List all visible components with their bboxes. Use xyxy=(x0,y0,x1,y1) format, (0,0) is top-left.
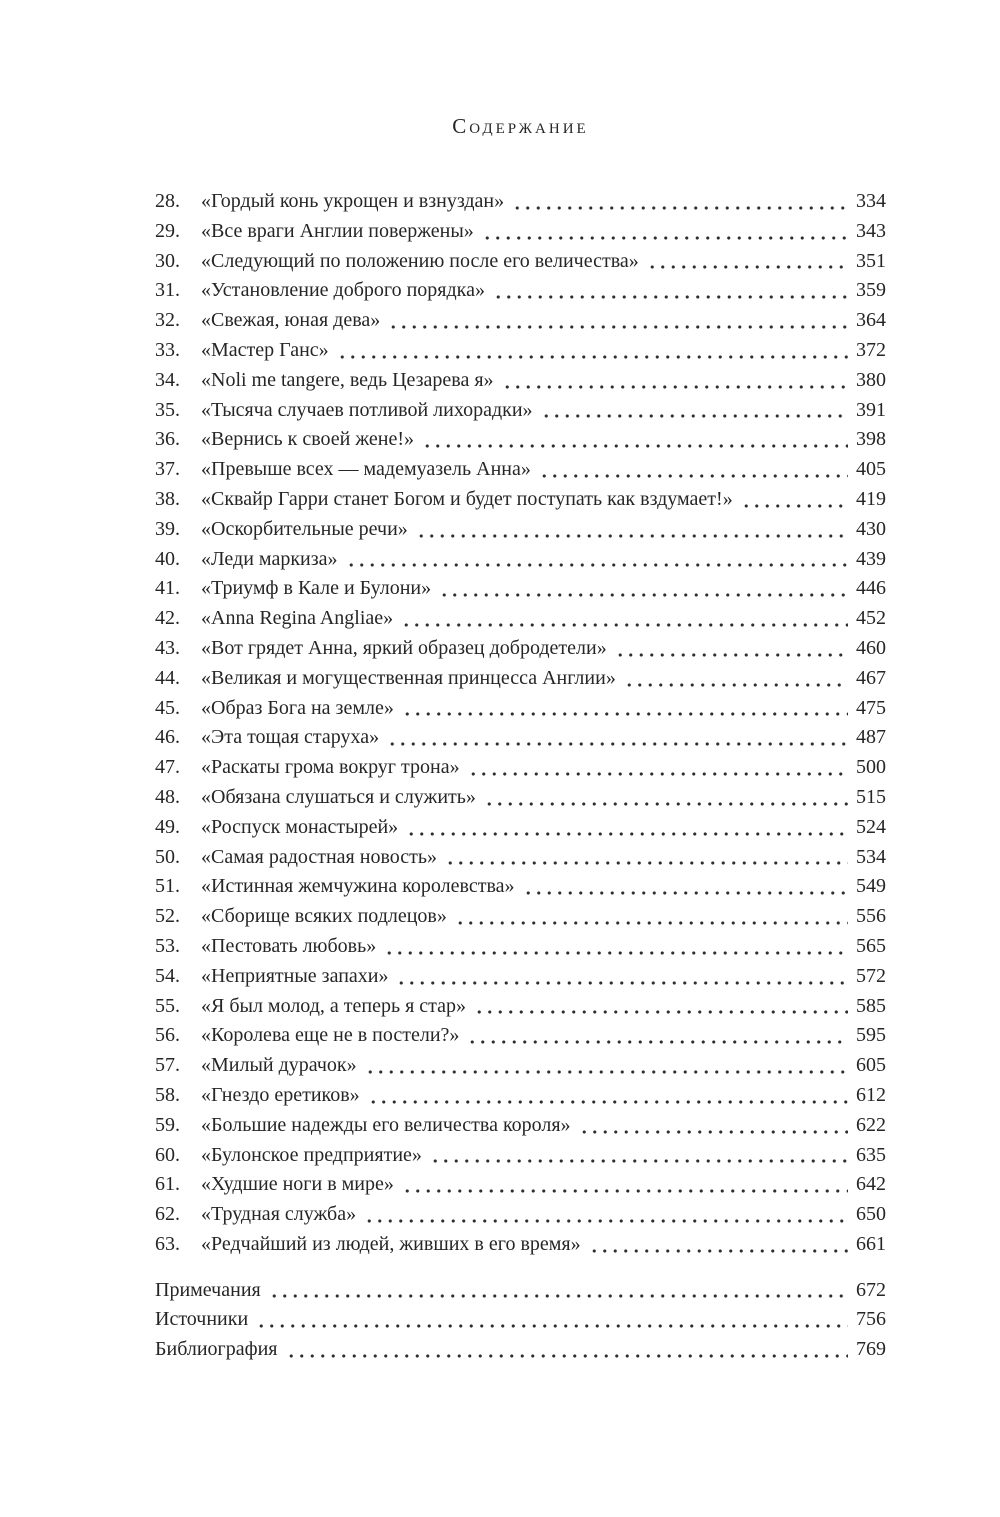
chapter-title: «Трудная служба» xyxy=(201,1203,357,1226)
chapter-number: 63. xyxy=(155,1232,180,1255)
dot-leader xyxy=(402,1170,848,1200)
dot-leader xyxy=(269,1276,848,1306)
toc-entry xyxy=(155,485,886,515)
chapter-title: «Я был молод, а теперь я стар» xyxy=(201,994,467,1017)
chapter-number: 61. xyxy=(155,1173,180,1196)
chapter-number: 40. xyxy=(155,547,180,570)
chapter-number: 31. xyxy=(155,279,180,302)
page-number: 364 xyxy=(856,309,886,332)
dot-leader xyxy=(445,843,848,873)
toc-entry xyxy=(155,783,886,813)
page-number: 460 xyxy=(856,636,886,659)
chapter-title: «Мастер Ганс» xyxy=(201,338,329,361)
chapter-number: 30. xyxy=(155,249,180,272)
chapter-title: «Королева еще не в постели?» xyxy=(201,1024,460,1047)
toc-backmatter-list xyxy=(155,1276,886,1365)
page-number: 430 xyxy=(856,517,886,540)
chapter-title: «Сборище всяких подлецов» xyxy=(201,905,447,928)
chapter-number: 50. xyxy=(155,845,180,868)
chapter-number: 53. xyxy=(155,934,180,957)
dot-leader xyxy=(401,604,848,634)
chapter-title: Библиография xyxy=(155,1338,278,1361)
toc-entry xyxy=(155,276,886,306)
page-number: 672 xyxy=(856,1278,886,1301)
chapter-number: 32. xyxy=(155,309,180,332)
dot-leader xyxy=(365,1051,848,1081)
dot-leader xyxy=(416,515,848,545)
chapter-number: 62. xyxy=(155,1203,180,1226)
chapter-number: 42. xyxy=(155,607,180,630)
toc-entry xyxy=(155,1305,886,1335)
page-number: 391 xyxy=(856,398,886,421)
dot-leader xyxy=(406,813,848,843)
dot-leader xyxy=(541,396,848,426)
page-number: 439 xyxy=(856,547,886,570)
toc-entry xyxy=(155,1335,886,1365)
chapter-title: «Редчайший из людей, живших в его время» xyxy=(201,1232,581,1255)
chapter-number: 57. xyxy=(155,1054,180,1077)
chapter-title: «Раскаты грома вокруг трона» xyxy=(201,756,460,779)
chapter-number: 48. xyxy=(155,785,180,808)
toc-entry xyxy=(155,574,886,604)
chapter-title: Примечания xyxy=(155,1278,261,1301)
page-number: 467 xyxy=(856,666,886,689)
dot-leader xyxy=(647,247,848,277)
page-number: 405 xyxy=(856,458,886,481)
page-number: 334 xyxy=(856,190,886,212)
chapter-title: «Гордый конь укрощен и взнуздан» xyxy=(201,190,505,212)
chapter-title: «Неприятные запахи» xyxy=(201,964,389,987)
chapter-number: 39. xyxy=(155,517,180,540)
toc-entry xyxy=(155,515,886,545)
chapter-number: 29. xyxy=(155,219,180,242)
toc-entry xyxy=(155,396,886,426)
page-number: 605 xyxy=(856,1054,886,1077)
page-number: 500 xyxy=(856,756,886,779)
chapter-number: 37. xyxy=(155,458,180,481)
toc-entry xyxy=(155,992,886,1022)
chapter-number: 59. xyxy=(155,1113,180,1136)
chapter-number: 51. xyxy=(155,875,180,898)
dot-leader xyxy=(468,753,848,783)
page-number: 572 xyxy=(856,964,886,987)
chapter-title: «Anna Regina Angliae» xyxy=(201,607,394,630)
dot-leader xyxy=(337,336,848,366)
toc-entry xyxy=(155,664,886,694)
chapter-title: «Свежая, юная дева» xyxy=(201,309,381,332)
chapter-title: «Образ Бога на земле» xyxy=(201,696,394,719)
page-number: 515 xyxy=(856,785,886,808)
page-number: 650 xyxy=(856,1203,886,1226)
chapter-title: «Истинная жемчужина королевства» xyxy=(201,875,515,898)
chapter-title: «Пестовать любовь» xyxy=(201,934,377,957)
chapter-number: 38. xyxy=(155,487,180,510)
chapter-title: «Оскорбительные речи» xyxy=(201,517,408,540)
dot-leader xyxy=(512,187,848,217)
toc-entry xyxy=(155,813,886,843)
chapter-title: Источники xyxy=(155,1308,249,1331)
dot-leader xyxy=(624,664,848,694)
page-number: 524 xyxy=(856,815,886,838)
dot-leader xyxy=(364,1200,848,1230)
page-number: 487 xyxy=(856,726,886,749)
dot-leader xyxy=(402,694,848,724)
chapter-number: 52. xyxy=(155,905,180,928)
page-number: 556 xyxy=(856,905,886,928)
page-number: 380 xyxy=(856,368,886,391)
page-number: 661 xyxy=(856,1232,886,1255)
page-number: 452 xyxy=(856,607,886,630)
chapter-title: «Большие надежды его величества короля» xyxy=(201,1113,571,1136)
toc-entry xyxy=(155,902,886,932)
chapter-title: «Булонское предприятие» xyxy=(201,1143,422,1166)
dot-leader xyxy=(455,902,848,932)
chapter-number: 49. xyxy=(155,815,180,838)
dot-leader xyxy=(502,366,848,396)
dot-leader xyxy=(439,574,848,604)
toc-entry xyxy=(155,366,886,396)
chapter-title: «Худшие ноги в мире» xyxy=(201,1173,394,1196)
toc-entry xyxy=(155,425,886,455)
chapter-title: «Эта тощая старуха» xyxy=(201,726,380,749)
chapter-number: 60. xyxy=(155,1143,180,1166)
page-number: 359 xyxy=(856,279,886,302)
chapter-number: 36. xyxy=(155,428,180,451)
chapter-number: 41. xyxy=(155,577,180,600)
toc-entry xyxy=(155,1021,886,1051)
page-number: 351 xyxy=(856,249,886,272)
dot-leader xyxy=(388,306,848,336)
dot-leader xyxy=(615,634,848,664)
chapter-number: 54. xyxy=(155,964,180,987)
chapter-title: «Тысяча случаев потливой лихорадки» xyxy=(201,398,533,421)
chapter-title: «Сквайр Гарри станет Богом и будет поступать как вздумает!» xyxy=(201,487,733,510)
toc-entry xyxy=(155,872,886,902)
chapter-number: 44. xyxy=(155,666,180,689)
chapter-number: 56. xyxy=(155,1024,180,1047)
dot-leader xyxy=(387,723,848,753)
toc-entry xyxy=(155,723,886,753)
chapter-title: «Роспуск монастырей» xyxy=(201,815,399,838)
chapter-title: «Noli me tangere, ведь Цезарева я» xyxy=(201,368,494,391)
toc-entry xyxy=(155,247,886,277)
dot-leader xyxy=(368,1081,848,1111)
dot-leader xyxy=(482,217,848,247)
chapter-title: «Милый дурачок» xyxy=(201,1054,357,1077)
page-number: 595 xyxy=(856,1024,886,1047)
chapter-title: «Вернись к своей жене!» xyxy=(201,428,415,451)
toc-chapter-list xyxy=(155,187,886,1260)
dot-leader xyxy=(589,1230,848,1260)
toc-entry xyxy=(155,604,886,634)
toc-entry xyxy=(155,1111,886,1141)
toc-entry xyxy=(155,336,886,366)
toc-entry xyxy=(155,1230,886,1260)
toc-entry xyxy=(155,1276,886,1306)
dot-leader xyxy=(256,1305,848,1335)
toc-entry xyxy=(155,217,886,247)
chapter-title: «Превыше всех — мадемуазель Анна» xyxy=(201,458,531,481)
dot-leader xyxy=(346,545,848,575)
page-title: Содержание xyxy=(452,114,589,138)
chapter-number: 43. xyxy=(155,636,180,659)
chapter-title: «Следующий по положению после его величества» xyxy=(201,249,639,272)
toc-entry xyxy=(155,843,886,873)
dot-leader xyxy=(396,962,848,992)
page-number: 534 xyxy=(856,845,886,868)
page-number: 398 xyxy=(856,428,886,451)
page-number: 446 xyxy=(856,577,886,600)
toc-entry xyxy=(155,1081,886,1111)
dot-leader xyxy=(539,455,848,485)
page-number: 475 xyxy=(856,696,886,719)
toc-entry xyxy=(155,306,886,336)
dot-leader xyxy=(484,783,848,813)
dot-leader xyxy=(741,485,848,515)
page-number: 565 xyxy=(856,934,886,957)
toc-entry xyxy=(155,1141,886,1171)
page-number: 612 xyxy=(856,1083,886,1106)
page-number: 585 xyxy=(856,994,886,1017)
chapter-number: 58. xyxy=(155,1083,180,1106)
dot-leader xyxy=(430,1141,848,1171)
toc-entry xyxy=(155,187,886,217)
toc-entry xyxy=(155,753,886,783)
chapter-number: 34. xyxy=(155,368,180,391)
toc-entry xyxy=(155,1170,886,1200)
chapter-number: 33. xyxy=(155,338,180,361)
chapter-number: 35. xyxy=(155,398,180,421)
dot-leader xyxy=(422,425,848,455)
toc-entry xyxy=(155,1200,886,1230)
page-number: 372 xyxy=(856,338,886,361)
chapter-title: «Вот грядет Анна, яркий образец добродетели» xyxy=(201,636,607,659)
chapter-title: «Гнездо еретиков» xyxy=(201,1083,360,1106)
toc-entry xyxy=(155,455,886,485)
chapter-title: «Великая и могущественная принцесса Англии» xyxy=(201,666,616,689)
dot-leader xyxy=(467,1021,848,1051)
page-number: 549 xyxy=(856,875,886,898)
chapter-title: «Обязана слушаться и служить» xyxy=(201,785,476,808)
toc-page xyxy=(155,0,886,1365)
chapter-title: «Самая радостная новость» xyxy=(201,845,438,868)
chapter-title: «Установление доброго порядка» xyxy=(201,279,485,302)
page-number: 419 xyxy=(856,487,886,510)
page-number: 642 xyxy=(856,1173,886,1196)
dot-leader xyxy=(286,1335,849,1365)
page-number: 756 xyxy=(856,1308,886,1331)
toc-entry xyxy=(155,545,886,575)
chapter-title: «Все враги Англии повержены» xyxy=(201,219,474,242)
toc-entry xyxy=(155,932,886,962)
chapter-title: «Триумф в Кале и Булони» xyxy=(201,577,432,600)
page-number: 769 xyxy=(856,1338,886,1361)
page-number: 343 xyxy=(856,219,886,242)
toc-entry xyxy=(155,694,886,724)
dot-leader xyxy=(493,276,848,306)
chapter-title: «Леди маркиза» xyxy=(201,547,338,570)
dot-leader xyxy=(579,1111,848,1141)
chapter-number: 28. xyxy=(155,190,180,212)
chapter-number: 47. xyxy=(155,756,180,779)
chapter-number: 55. xyxy=(155,994,180,1017)
dot-leader xyxy=(384,932,848,962)
chapter-number: 46. xyxy=(155,726,180,749)
dot-leader xyxy=(474,992,848,1022)
toc-entry xyxy=(155,962,886,992)
toc-entry xyxy=(155,634,886,664)
chapter-number: 45. xyxy=(155,696,180,719)
toc-entry xyxy=(155,1051,886,1081)
page-number: 622 xyxy=(856,1113,886,1136)
page-number: 635 xyxy=(856,1143,886,1166)
dot-leader xyxy=(523,872,848,902)
